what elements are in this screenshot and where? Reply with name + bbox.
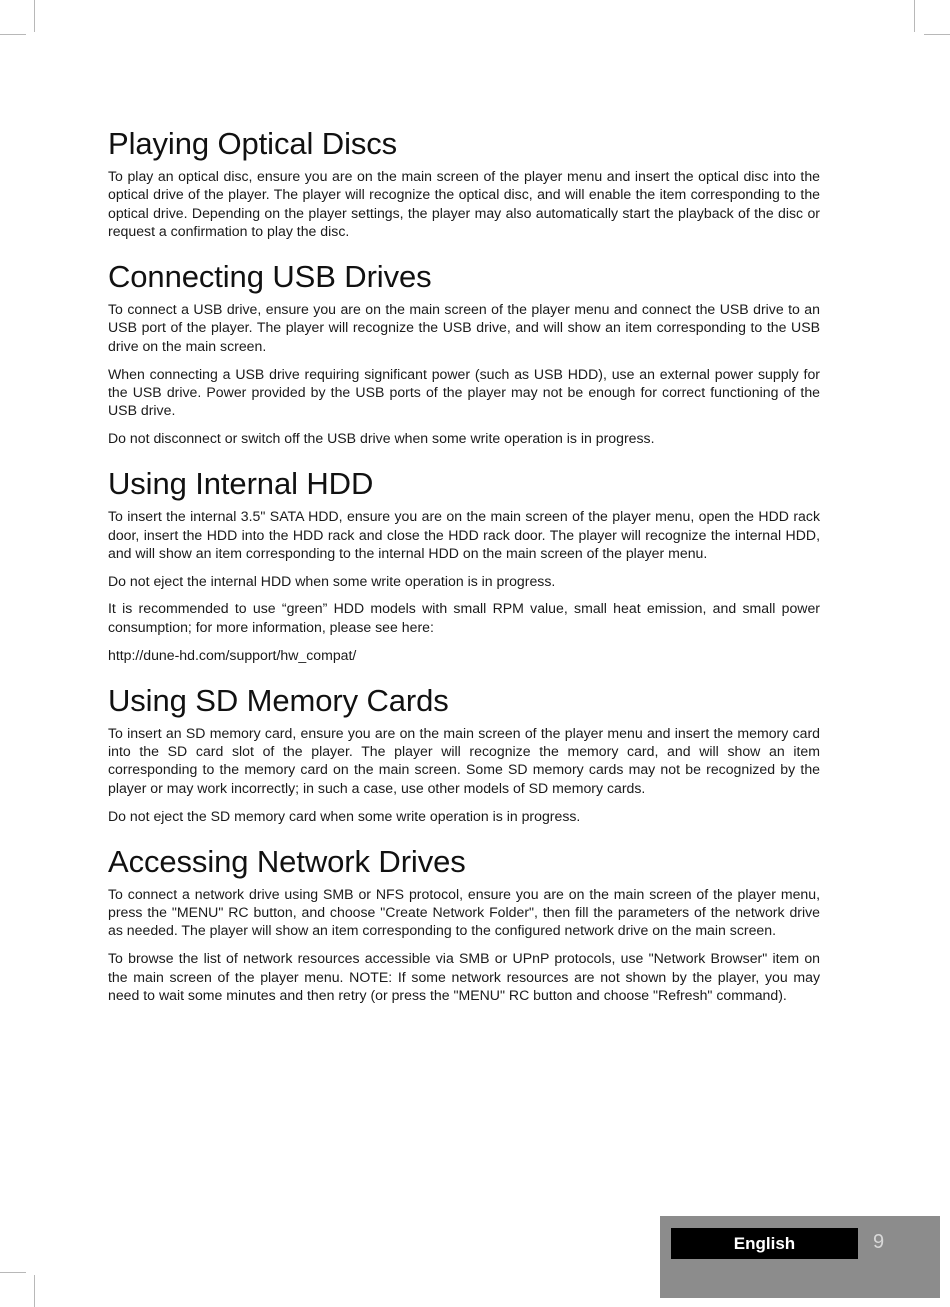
- section-playing-optical-discs: [108, 126, 820, 240]
- paragraph: To insert an SD memory card, ensure you are on the main screen of the player menu and insert the memory card into the SD card slot of the player. The player will recognize the memory card, and will show an item corresponding to the memory card on the main screen. Some SD memory cards may not be recognized by the player or may work incorrectly; in such a case, use other models of SD memory cards.: [108, 724, 820, 796]
- section-accessing-network-drives: [108, 844, 820, 1004]
- section-using-internal-hdd: [108, 466, 820, 664]
- section-heading: Using SD Memory Cards: [108, 682, 449, 718]
- paragraph: Do not disconnect or switch off the USB drive when some write operation is in progress.: [108, 429, 655, 446]
- paragraph: To connect a network drive using SMB or NFS protocol, ensure you are on the main screen of the player menu, press the "MENU" RC button, and choose "Create Network Folder", then fill the parameters of the network drive as needed. The player will show an item corresponding to the configured network drive on the main screen.: [108, 885, 820, 939]
- paragraph: Do not eject the internal HDD when some write operation is in progress.: [108, 572, 556, 589]
- paragraph: When connecting a USB drive requiring significant power (such as USB HDD), use an external power supply for the USB drive. Power provided by the USB ports of the player may not be enough for correct functioning of the USB drive.: [108, 365, 820, 419]
- section-using-sd-memory-cards: [108, 683, 820, 825]
- paragraph: To play an optical disc, ensure you are on the main screen of the player menu and insert the optical disc into the optical drive of the player. The player will recognize the optical disc, and will enable the item corresponding to the optical drive. Depending on the player settings, the player may also automatically start the playback of the disc or request a confirmation to play the disc.: [108, 168, 820, 239]
- crop-mark-top-right-horizontal: [924, 34, 950, 35]
- paragraph: To connect a USB drive, ensure you are on the main screen of the player menu and connect the USB drive to an USB port of the player. The player will recognize the USB drive, and will show an item corresponding to the USB drive on the main screen.: [108, 301, 820, 354]
- page-number: 9: [873, 1231, 885, 1253]
- support-url: http://dune-hd.com/support/hw_compat/: [108, 646, 357, 663]
- crop-mark-top-left-horizontal: [0, 34, 26, 35]
- crop-mark-top-left-vertical: [34, 0, 35, 32]
- paragraph: Do not eject the SD memory card when some write operation is in progress.: [108, 807, 581, 824]
- section-heading: Connecting USB Drives: [108, 259, 432, 295]
- language-label: English: [671, 1228, 858, 1259]
- page-content: [108, 126, 820, 1014]
- paragraph: To insert the internal 3.5" SATA HDD, ensure you are on the main screen of the player menu, open the HDD rack door, insert the HDD into the HDD rack and close the HDD rack door. The player will recognize the internal HDD, and will show an item corresponding to the internal HDD on the main screen of the player menu.: [108, 508, 820, 561]
- crop-mark-bottom-left-vertical: [34, 1275, 35, 1307]
- paragraph: To browse the list of network resources accessible via SMB or UPnP protocols, use "Network Browser" item on the main screen of the player menu. NOTE: If some network resources are not shown by the player, you may need to wait some minutes and then retry (or press the "MENU" RC button and choose "Refresh" command).: [108, 950, 820, 1003]
- paragraph: It is recommended to use “green” HDD models with small RPM value, small heat emission, and small power consumption; for more information, please see here:: [108, 600, 820, 635]
- section-heading: Using Internal HDD: [108, 466, 374, 502]
- section-heading: Accessing Network Drives: [108, 843, 466, 879]
- section-connecting-usb-drives: [108, 259, 820, 447]
- section-heading: Playing Optical Discs: [108, 126, 398, 161]
- crop-mark-bottom-left-horizontal: [0, 1272, 26, 1273]
- crop-mark-top-right-vertical: [914, 0, 915, 32]
